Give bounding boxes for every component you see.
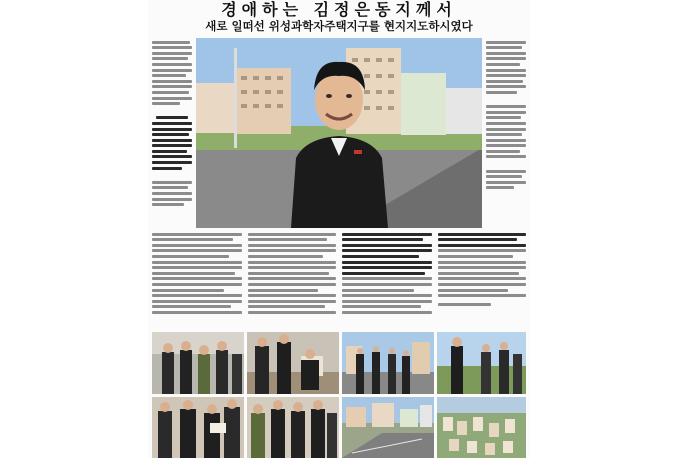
headline: 경애하는 김정은동지께서	[221, 0, 457, 19]
subheadline: 새로 일떠선 위성과학자주택지구를 현지지도하시였다	[205, 19, 473, 33]
officials-group-photo	[247, 397, 339, 458]
group-meeting-photo	[247, 332, 339, 394]
article-text-columns-lower	[152, 230, 526, 330]
article-text-column-left	[152, 38, 192, 226]
leader-portrait-photo	[196, 38, 482, 228]
officials-walking-photo	[437, 332, 526, 394]
residential-overview-photo	[342, 397, 434, 458]
reading-document-photo	[152, 397, 244, 458]
newspaper-page	[148, 0, 530, 458]
apartment-district-photo	[342, 332, 434, 394]
group-inspection-photo	[152, 332, 244, 394]
article-text-column-right	[486, 38, 526, 226]
aerial-district-photo	[437, 397, 526, 458]
